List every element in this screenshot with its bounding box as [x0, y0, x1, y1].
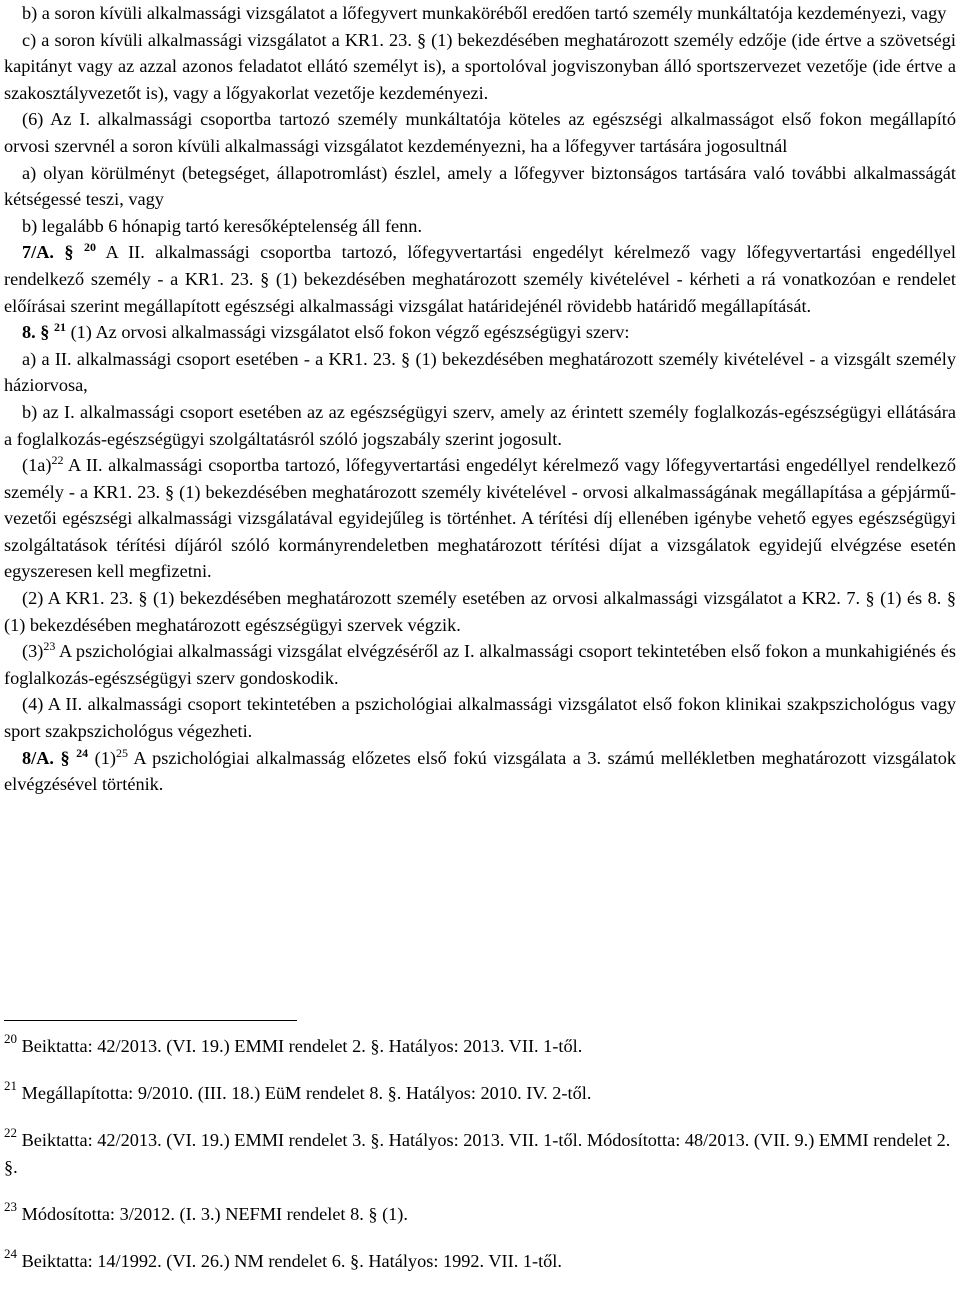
- footnote-text: Beiktatta: 42/2013. (VI. 19.) EMMI rendelet 2. §. Hatályos: 2013. VII. 1-től.: [17, 1036, 583, 1056]
- paragraph-p4: [4, 160, 956, 213]
- footnote-number: 22: [4, 1125, 17, 1140]
- paragraph-text: a) a II. alkalmassági csoport esetében - a KR1. 23. § (1) bekezdésében meghatározott személy kivételével - a vizsgált személy háziorvosa,: [4, 348, 956, 396]
- paragraph-p14: [4, 745, 956, 798]
- paragraph-p6: [4, 239, 956, 319]
- paragraph-p1: [4, 0, 956, 27]
- footnote-text: Beiktatta: 42/2013. (VI. 19.) EMMI rendelet 3. §. Hatályos: 2013. VII. 1-től. Módosította: 48/2013. (VII. 9.) EMMI rendelet 2. §.: [4, 1130, 951, 1177]
- paragraph-text: 7/A. §: [22, 242, 85, 263]
- paragraph-text: (2) A KR1. 23. § (1) bekezdésében meghatározott személy esetében az orvosi alkalmassági vizsgálatot a KR2. 7. § (1) és 8. § (1) bekezdésében meghatározott egészségügyi szervek végzik.: [4, 588, 956, 635]
- paragraph-text: A pszichológiai alkalmassági vizsgálat elvégzéséről az I. alkalmassági csoport tekintetében első fokon a munkahigiénés és foglalkozás-egészségügyi szerv gondoskodik.: [4, 641, 956, 688]
- paragraph-text: A II. alkalmassági csoportba tartozó, lőfegyvertartási engedélyt kérelmező vagy lőfegyvertartási engedéllyel rendelkező személy - a KR1. 23. § (1) bekezdésében meghatározott személy kivételével - orvosi alkalmasságának megállapítása a gépjármű-vezetői egészségi alkalmassági vizsgálatával egyidejűleg is történhet. A térítési díj ellenében igénybe vehető egyes egészségügyi szolgáltatások térítési díjáról szóló kormányrendeletben meghatározott térítési díjat a vizsgálatok egyidejű elvégzése esetén egyszeresen kell megfizetni.: [4, 455, 956, 582]
- paragraph-p7: [4, 319, 956, 346]
- footnote-22: [4, 1127, 956, 1181]
- paragraph-p2: [4, 27, 956, 107]
- footnote-ref: 23: [43, 639, 56, 654]
- footnote-separator: [4, 1020, 297, 1021]
- document-body: [4, 0, 956, 798]
- paragraph-p9: [4, 399, 956, 452]
- footnote-ref: 20: [84, 240, 97, 255]
- paragraph-text: (6) Az I. alkalmassági csoportba tartozó személy munkáltatója köteles az egészségi alkalmasságot első fokon megállapító orvosi szervnél a soron kívüli alkalmassági vizsgálatot kezdeményezni, ha a lőfegyver tartására jogosultnál: [4, 109, 956, 156]
- footnote-list: [4, 1033, 956, 1275]
- paragraph-p12: [4, 638, 956, 691]
- footnote-text: Megállapította: 9/2010. (III. 18.) EüM rendelet 8. §. Hatályos: 2010. IV. 2-től.: [17, 1083, 592, 1103]
- footnotes-section: [4, 1020, 956, 1295]
- paragraph-text: b) legalább 6 hónapig tartó keresőképtelenség áll fenn.: [22, 215, 423, 236]
- paragraph-text: (1) Az orvosi alkalmassági vizsgálatot első fokon végző egészségügyi szerv:: [66, 322, 630, 343]
- footnote-ref: 22: [51, 453, 64, 468]
- paragraph-text: (3): [22, 641, 44, 662]
- footnote-text: Beiktatta: 14/1992. (VI. 26.) NM rendelet 6. §. Hatályos: 1992. VII. 1-től.: [17, 1251, 562, 1271]
- footnote-20: [4, 1033, 956, 1060]
- footnote-ref: 21: [54, 320, 66, 335]
- footnote-ref: 25: [115, 745, 128, 760]
- paragraph-p13: [4, 691, 956, 744]
- paragraph-text: b) a soron kívüli alkalmassági vizsgálatot a lőfegyvert munkaköréből eredően tartó személy munkáltatója kezdeményezi, vagy: [22, 3, 947, 23]
- paragraph-text: (1): [88, 747, 116, 768]
- paragraph-text: (4) A II. alkalmassági csoport tekintetében a pszichológiai alkalmassági vizsgálatot első fokon klinikai szakpszichológus vagy sport szakpszichológus végezheti.: [4, 694, 956, 742]
- footnote-24: [4, 1248, 956, 1275]
- paragraph-p11: [4, 585, 956, 638]
- paragraph-text: 8. §: [22, 322, 54, 343]
- paragraph-p3: [4, 106, 956, 159]
- footnote-21: [4, 1080, 956, 1107]
- paragraph-text: 8/A. §: [22, 747, 77, 768]
- footnote-number: 20: [4, 1031, 17, 1046]
- paragraph-text: b) az I. alkalmassági csoport esetében az az egészségügyi szerv, amely az érintett személy foglalkozás-egészségügyi ellátására a foglalkozás-egészségügyi szolgáltatásról szóló jogszabály szerint jogosult.: [4, 401, 956, 449]
- footnote-number: 24: [4, 1246, 17, 1261]
- paragraph-text: (1a): [22, 455, 52, 476]
- paragraph-p5: [4, 213, 956, 240]
- footnote-number: 21: [4, 1078, 17, 1093]
- paragraph-text: c) a soron kívüli alkalmassági vizsgálatot a KR1. 23. § (1) bekezdésében meghatározott személy edzője (ide értve a szövetségi kapitányt vagy az azzal azonos feladatot ellátó személyt is), a sportolóval jogviszonyban álló sportszervezet vezetője (ide értve a szakosztályvezetőt is), vagy a lőgyakorlat vezetője kezdeményezi.: [4, 29, 956, 103]
- paragraph-p10: [4, 452, 956, 585]
- paragraph-p8: [4, 346, 956, 399]
- paragraph-text: a) olyan körülményt (betegséget, állapotromlást) észlel, amely a lőfegyver biztonságos tartására való további alkalmasságát kétségessé teszi, vagy: [4, 162, 956, 210]
- paragraph-text: A pszichológiai alkalmasság előzetes első fokú vizsgálata a 3. számú mellékletben meghatározott vizsgálatok elvégzésével történik.: [4, 747, 956, 795]
- paragraph-text: A II. alkalmassági csoportba tartozó, lőfegyvertartási engedélyt kérelmező vagy lőfegyvertartási engedéllyel rendelkező személy - a KR1. 23. § (1) bekezdésében meghatározott személy kivételével - kérheti a rá vonatkozóan e rendelet előírásai szerint megállapított egészségi alkalmassági vizsgálat határidejénél rövidebb határidő megállapítását.: [4, 242, 956, 316]
- footnote-ref: 24: [76, 745, 89, 760]
- footnote-number: 23: [4, 1199, 17, 1214]
- footnote-23: [4, 1201, 956, 1228]
- footnote-text: Módosította: 3/2012. (I. 3.) NEFMI rendelet 8. § (1).: [17, 1204, 408, 1224]
